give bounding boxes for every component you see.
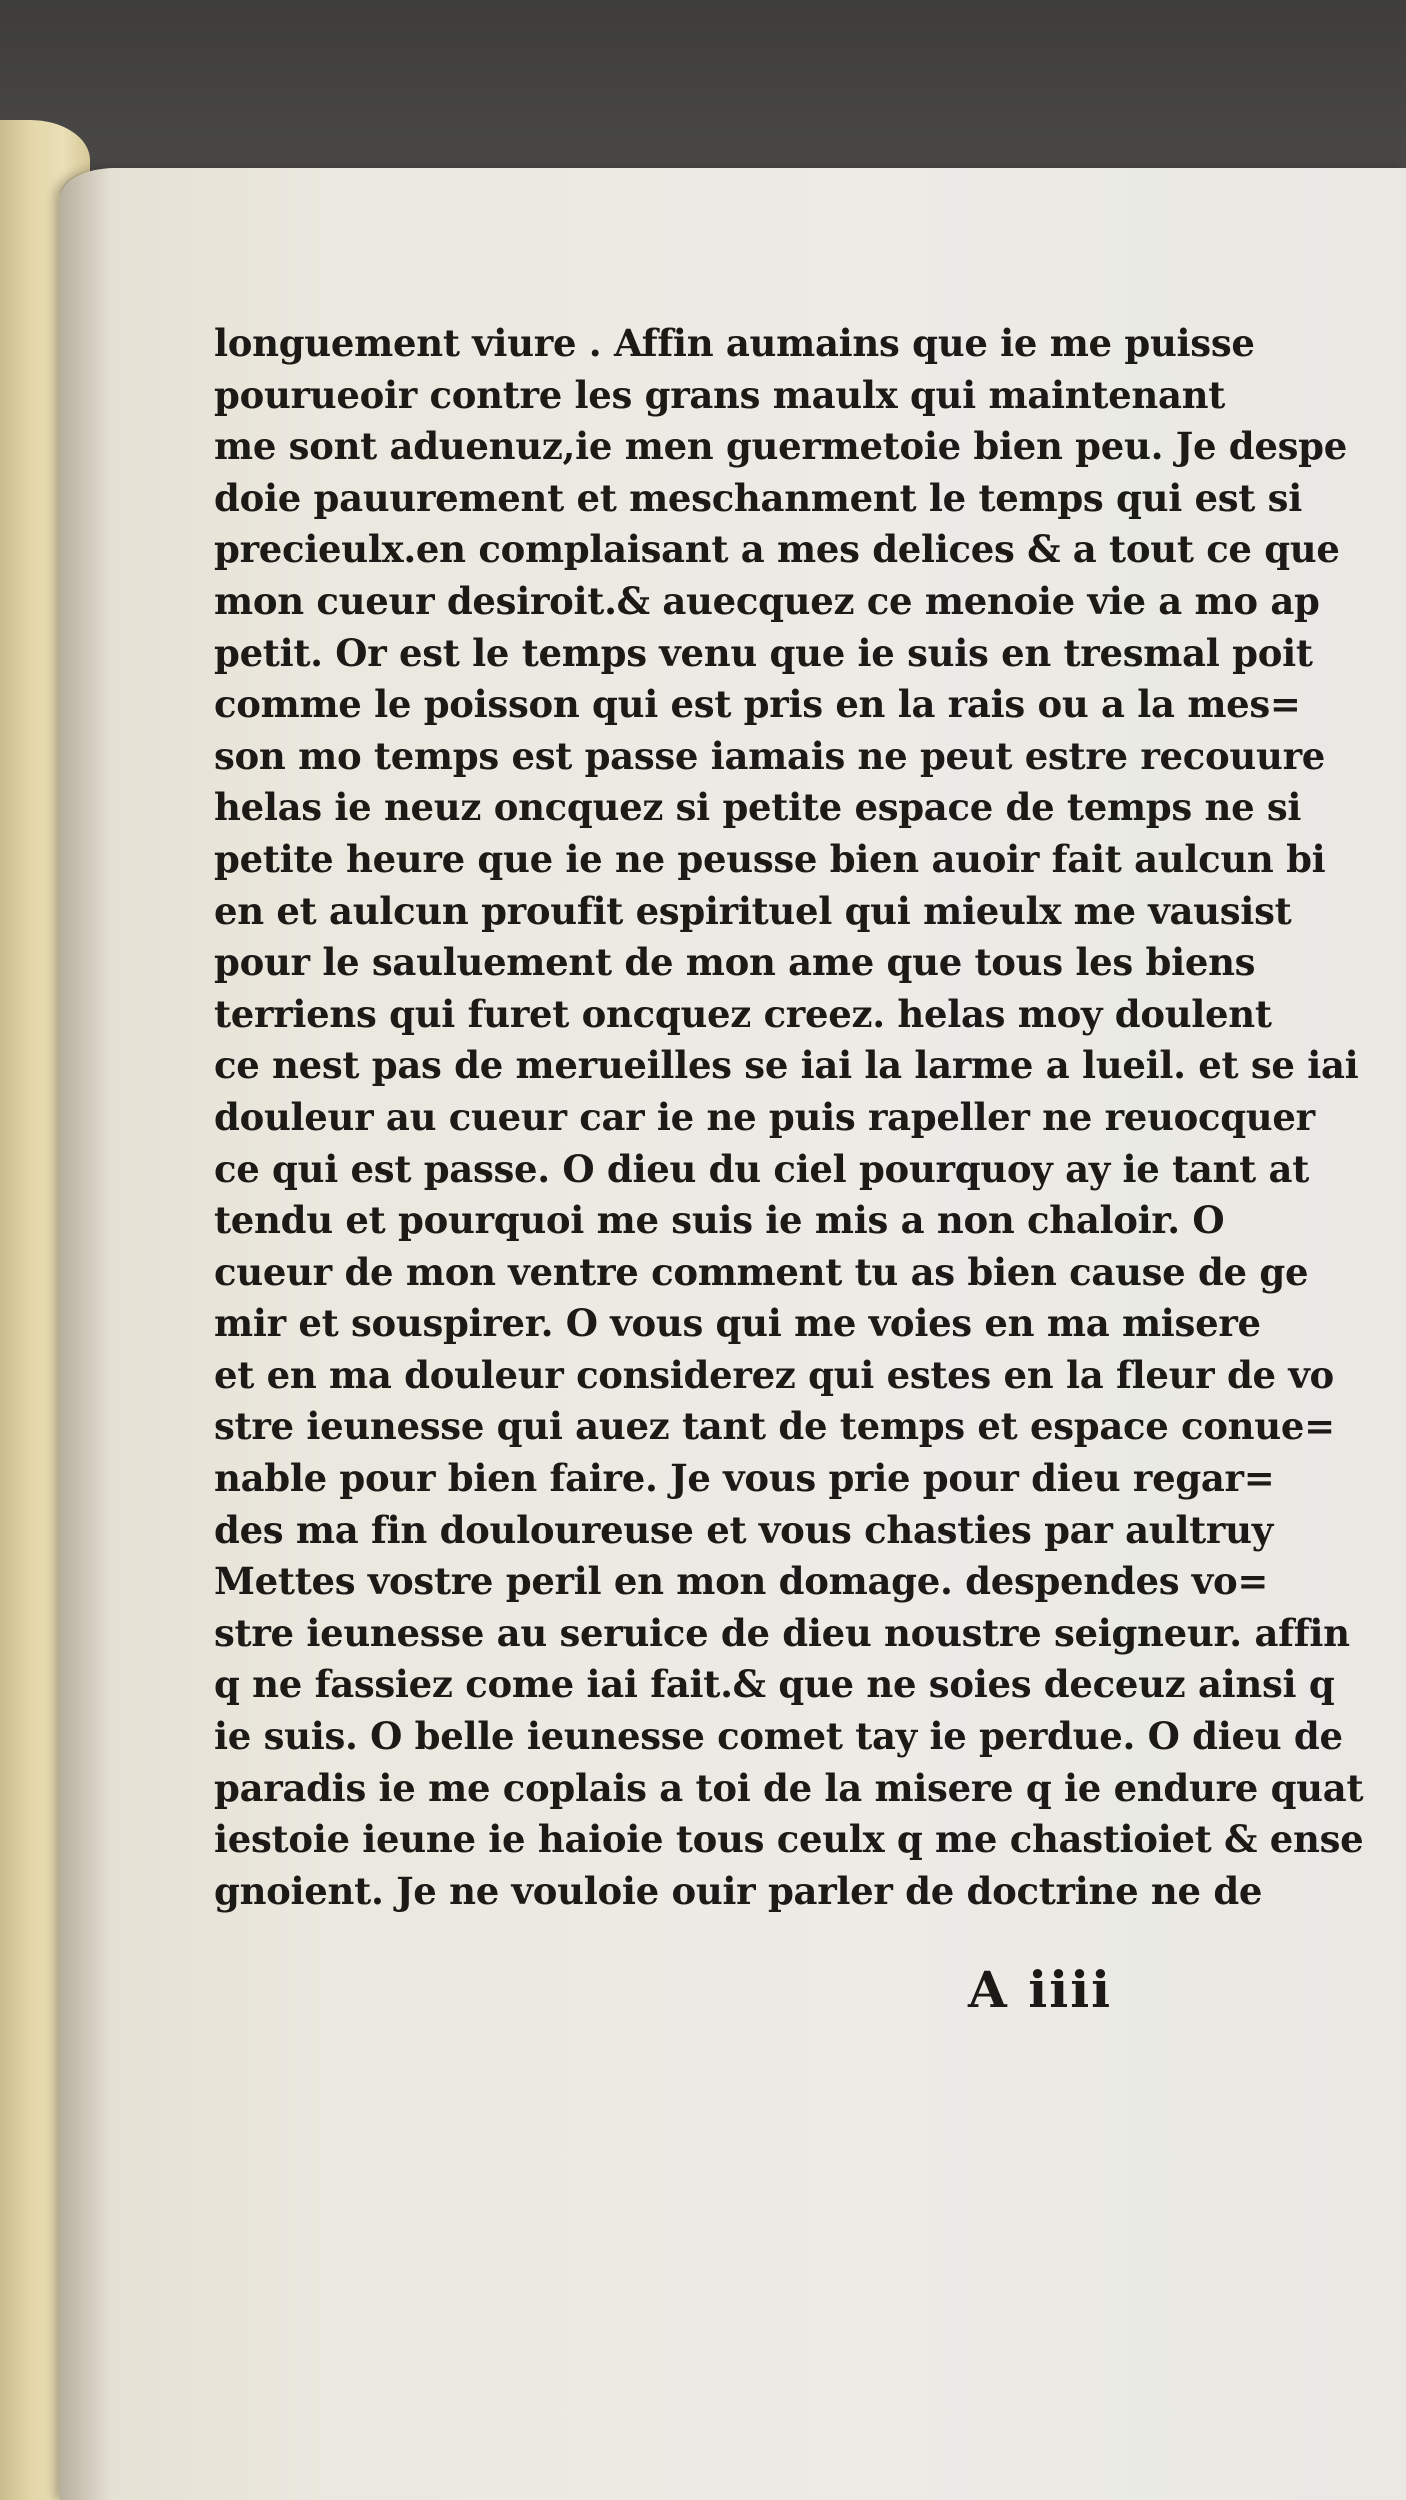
signature-mark: A iiii	[968, 1960, 1113, 2019]
text-line: me sont aduenuz,ie men guermetoie bien peu. Je despe	[214, 424, 1347, 469]
text-line: comme le poisson qui est pris en la rais ou a la mes=	[214, 682, 1301, 727]
text-line: helas ie neuz oncquez si petite espace de temps ne si	[214, 785, 1302, 830]
text-line: ie suis. O belle ieunesse comet tay ie perdue. O dieu de	[214, 1714, 1343, 1759]
text-line: q ne fassiez come iai fait.& que ne soies deceuz ainsi q	[214, 1662, 1335, 1707]
text-line: stre ieunesse qui auez tant de temps et espace conue=	[214, 1404, 1335, 1449]
page-text	[214, 318, 1364, 1917]
text-line: ce qui est passe. O dieu du ciel pourquoy ay ie tant at	[214, 1146, 1310, 1191]
page-gutter-shadow	[60, 168, 110, 2500]
text-line: tendu et pourquoi me suis ie mis a non chaloir. O	[214, 1198, 1225, 1243]
text-line: et en ma douleur considerez qui estes en la fleur de vo	[214, 1352, 1334, 1397]
text-line: en et aulcun proufit espirituel qui mieulx me vausist	[214, 888, 1292, 933]
text-line: precieulx.en complaisant a mes delices & a tout ce que	[214, 527, 1340, 572]
text-line: stre ieunesse au seruice de dieu noustre seigneur. affin	[214, 1610, 1350, 1655]
text-line: iestoie ieune ie haioie tous ceulx q me chastioiet & ense	[214, 1817, 1364, 1862]
text-line: cueur de mon ventre comment tu as bien cause de ge	[214, 1249, 1309, 1294]
text-line: nable pour bien faire. Je vous prie pour dieu regar=	[214, 1456, 1275, 1501]
text-line: mir et souspirer. O vous qui me voies en ma misere	[214, 1301, 1261, 1346]
text-line: mon cueur desiroit.& auecquez ce menoie vie a mo ap	[214, 578, 1320, 623]
text-line: son mo temps est passe iamais ne peut estre recouure	[214, 733, 1326, 778]
text-line: terriens qui furet oncquez creez. helas moy doulent	[214, 991, 1272, 1036]
text-line: gnoient. Je ne vouloie ouir parler de doctrine ne de	[214, 1868, 1263, 1913]
text-line: douleur au cueur car ie ne puis rapeller ne reuocquer	[214, 1094, 1315, 1139]
text-line: pourueoir contre les grans maulx qui maintenant	[214, 372, 1226, 417]
text-line: Mettes vostre peril en mon domage. despendes vo=	[214, 1559, 1269, 1604]
text-line: doie pauurement et meschanment le temps qui est si	[214, 475, 1302, 520]
text-line: ce nest pas de merueilles se iai la larme a lueil. et se iai	[214, 1043, 1359, 1088]
text-line: pour le sauluement de mon ame que tous les biens	[214, 940, 1256, 985]
text-line: petite heure que ie ne peusse bien auoir fait aulcun bi	[214, 836, 1326, 881]
text-line: petit. Or est le temps venu que ie suis en tresmal poit	[214, 630, 1313, 675]
text-line: paradis ie me coplais a toi de la misere q ie endure quat	[214, 1765, 1364, 1810]
text-line: longuement viure . Affin aumains que ie me puisse	[214, 321, 1255, 365]
text-line: des ma fin douloureuse et vous chasties par aultruy	[214, 1507, 1273, 1552]
